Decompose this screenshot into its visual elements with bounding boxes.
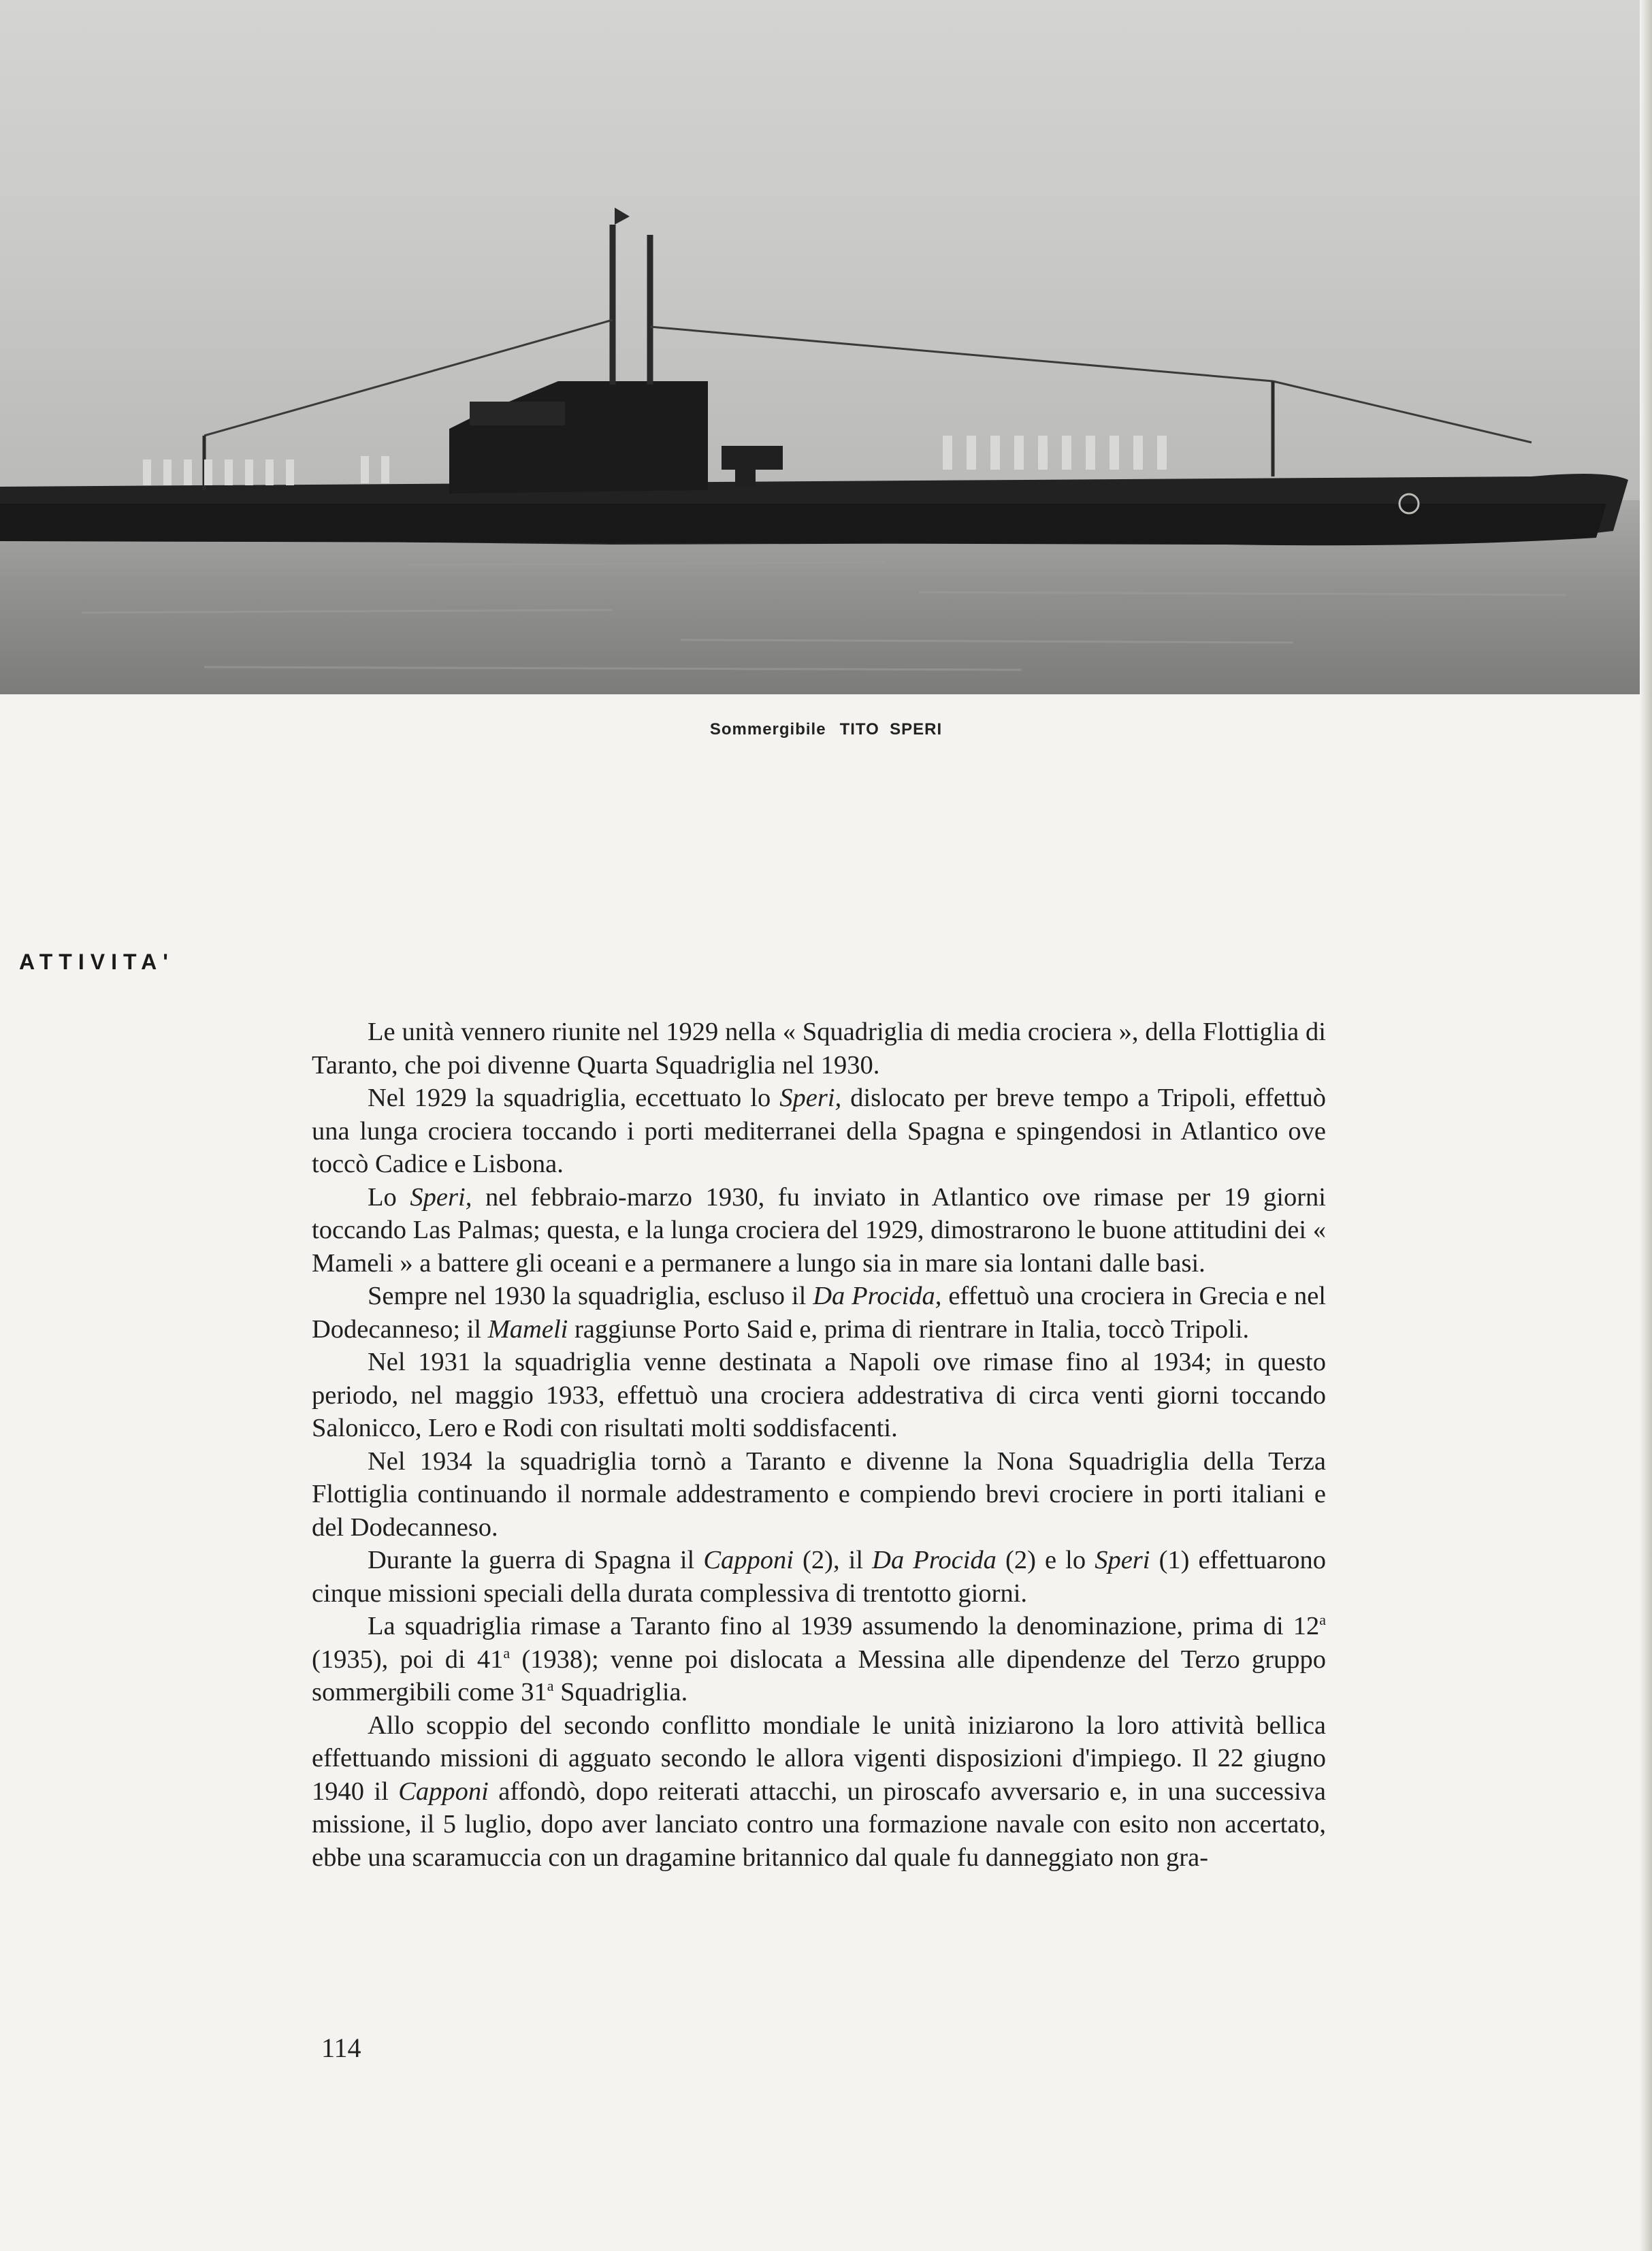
- paragraph: [312, 1280, 1326, 1346]
- paragraph: [312, 1082, 1326, 1181]
- ship-name: Capponi: [703, 1546, 794, 1574]
- page-number: 114: [321, 2033, 361, 2063]
- paragraph: [312, 1181, 1326, 1280]
- text-run: Nel 1931 la squadriglia venne destinata a Napoli ove rimase fino al 1934; in questo periodo, nel maggio 1933, effettuò una crociera addestrativa di circa venti giorni toccando Salonicco, Lero e Rodi con risultati molti soddisfacenti.: [312, 1348, 1326, 1442]
- ship-name: Speri,: [410, 1182, 472, 1212]
- caption-ship-name: TITO SPERI: [839, 720, 943, 739]
- text-run: Nel 1929 la squadriglia, eccettuato lo: [368, 1084, 780, 1112]
- ship-name: Mameli: [487, 1314, 568, 1344]
- caption-label: Sommergibile: [709, 720, 826, 739]
- text-run: Lo: [368, 1182, 410, 1212]
- text-run: (2), il: [793, 1546, 873, 1574]
- paragraph: [312, 1610, 1326, 1709]
- ship-name: Capponi: [398, 1777, 489, 1806]
- text-run: La squadriglia rimase a Taranto fino al 1939 assumendo la denominazione, prima di 12: [368, 1612, 1320, 1640]
- text-run: (1) effettuarono cinque missioni speciali della durata complessiva di trentotto giorni.: [312, 1546, 1326, 1608]
- paragraph: [312, 1709, 1326, 1875]
- text-run: (1935), poi di 41: [312, 1645, 504, 1674]
- body-text: [312, 1016, 1326, 1874]
- paragraph: [312, 1016, 1326, 1082]
- text-run: nel febbraio-marzo 1930, fu inviato in Atlantico ove rimase per 19 giorni toccando Las Palmas; questa, e la lunga crociera del 1929, dimostrarono le buone attitudini dei « Mameli » a battere gli oceani e a permanere a lungo sia in mare sia lontani dalle basi.: [312, 1182, 1326, 1278]
- ship-name: Da Procida: [872, 1546, 997, 1574]
- ship-name: Speri: [1095, 1546, 1150, 1574]
- text-run: (2) e lo: [996, 1546, 1095, 1574]
- text-run: effettuò una crociera in Grecia e nel Dodecanneso; il: [312, 1282, 1326, 1344]
- paragraph: [312, 1445, 1326, 1544]
- paragraph: [312, 1346, 1326, 1445]
- text-run: affondò, dopo reiterati attacchi, un piroscafo avversario e, in una successiva missione, il 5 luglio, dopo aver lanciato contro una formazione navale con esito non accertato, ebbe una scaramuccia con un dragamine britannico dal quale fu danneggiato non gra-: [312, 1777, 1326, 1872]
- ship-name: Speri,: [779, 1084, 842, 1112]
- text-run: Le unità vennero riunite nel 1929 nella « Squadriglia di media crociera », della Flottiglia di Taranto, che poi divenne Quarta Squadriglia nel 1930.: [312, 1018, 1326, 1080]
- page-binding-edge: [1640, 0, 1652, 2251]
- text-run: Sempre nel 1930 la squadriglia, escluso il: [368, 1282, 813, 1310]
- section-heading: ATTIVITA': [19, 950, 174, 974]
- text-run: (1938); venne poi dislocata a Messina alle dipendenze del Terzo gruppo sommergibili come 31: [312, 1645, 1327, 1706]
- ordinal-superscript: a: [1319, 1611, 1326, 1628]
- text-run: Nel 1934 la squadriglia tornò a Taranto e divenne la Nona Squadriglia della Terza Flottiglia continuando il normale addestramento e compiendo brevi crociere in porti italiani e del Dodecanneso.: [312, 1446, 1326, 1542]
- ordinal-superscript: a: [547, 1677, 554, 1694]
- text-run: Allo scoppio del secondo conflitto mondiale le unità iniziarono la loro attività bellica effettuando missioni di agguato secondo le allora vigenti disposizioni d'impiego. Il 22 giugno 1940 il: [312, 1711, 1326, 1806]
- ship-name: Da Procida,: [813, 1282, 942, 1310]
- text-run: Squadriglia.: [553, 1678, 688, 1706]
- text-run: raggiunse Porto Said e, prima di rientrare in Italia, toccò Tripoli.: [568, 1314, 1250, 1344]
- text-run: Durante la guerra di Spagna il: [368, 1546, 704, 1574]
- paragraph: [312, 1544, 1326, 1610]
- photo-caption: [0, 720, 1652, 739]
- submarine-photo: [0, 0, 1640, 694]
- text-run: dislocato per breve tempo a Tripoli, effettuò una lunga crociera toccando i porti mediterranei della Spagna e spingendosi in Atlantico ove toccò Cadice e Lisbona.: [312, 1084, 1326, 1178]
- ordinal-superscript: a: [503, 1644, 511, 1662]
